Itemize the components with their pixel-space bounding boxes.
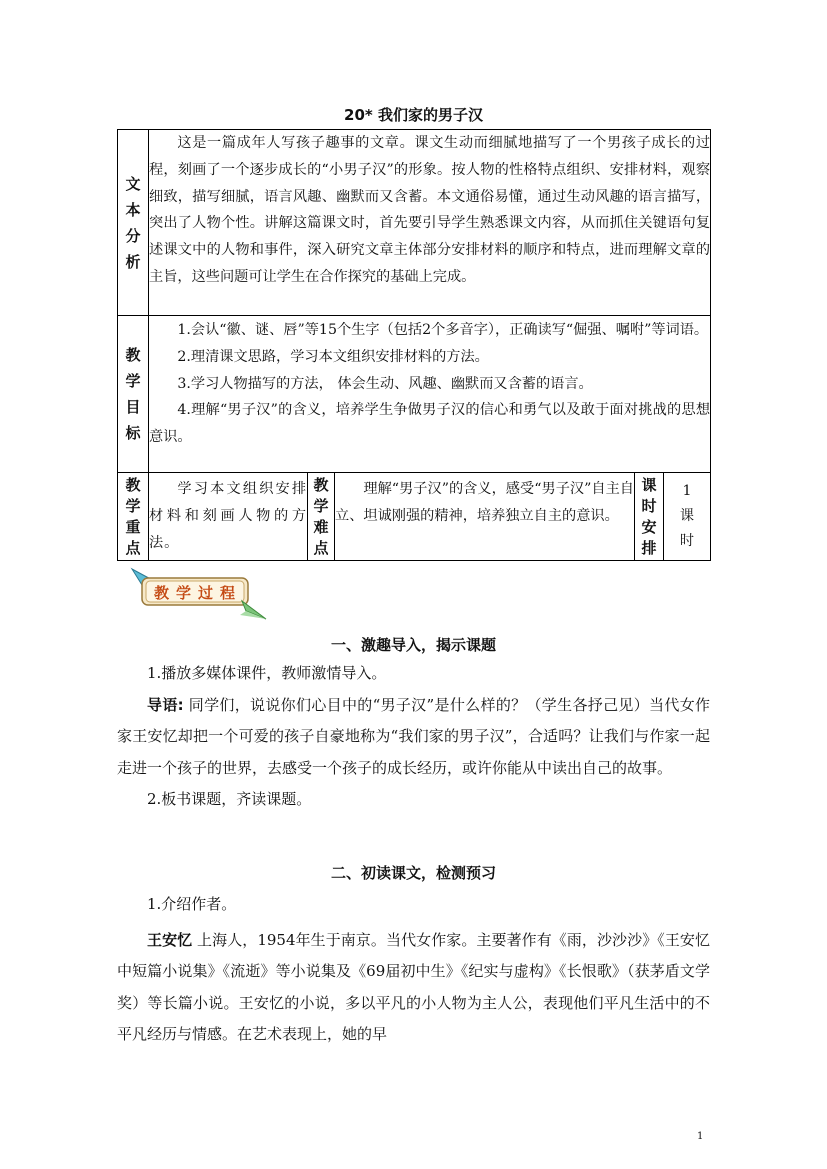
badge-char: 程: [220, 584, 236, 602]
goals-list: [149, 316, 711, 473]
key-points-label: 教 学 重 点: [118, 473, 149, 561]
goal-item: 3.学习人物描写的方法， 体会生动、风趣、幽默而又含蓄的语言。: [177, 375, 593, 392]
page-title: 20* 我们家的男子汉: [344, 106, 483, 124]
analysis-text: 这是一篇成年人写孩子趣事的文章。课文生动而细腻地描写了一个男孩子成长的过程，刻画了一个逐步成长的“小男子汉”的形象。按人物的性格特点组织、安排材料，观察细致，描写细腻，语言风趣、幽默而又含蓄。本文通俗易懂，通过生动风趣的语言描写，突出了人物个性。讲解这篇课文时，首先要引导学生熟悉课文内容，从而抓住关键语句复述课文中的人物和事件，深入研究文章主体部分安排材料的顺序和特点，进而理解文章的主旨，这些问题可让学生在合作探究的基础上完成。: [149, 130, 711, 316]
step-item: 2.板书课题，齐读课题。: [147, 790, 312, 808]
section-1-heading: 一、激趣导入，揭示课题: [330, 636, 496, 654]
badge-char: 学: [176, 584, 192, 602]
teaching-process-badge: [128, 563, 268, 623]
hours-value: 1 课 时: [664, 473, 711, 561]
goal-item: 1.会认“徽、谜、唇”等15个生字（包括2个多音字），正确读写“倔强、嘱咐”等词语。: [177, 322, 709, 338]
analysis-label: 文 本 分 析: [118, 130, 149, 316]
page-number: 1: [697, 1131, 704, 1142]
section-2-heading: 二、初读课文，检测预习: [330, 864, 496, 882]
hours-label: 课 时 安 排: [635, 473, 664, 561]
badge-char: 教: [154, 584, 170, 602]
badge-char: 过: [198, 584, 214, 602]
difficulty-text: 理解“男子汉”的含义，感受“男子汉”自主自立、坦诚刚强的精神，培养独立自主的意识。: [335, 473, 635, 561]
step-item: 1.播放多媒体课件，教师激情导入。: [147, 664, 387, 682]
goal-item: 2.理清课文思路，学习本文组织安排材料的方法。: [177, 348, 489, 365]
step-item: 1.介绍作者。: [147, 895, 237, 913]
key-points-text: 学习本文组织安排材料和刻画人物的方法。: [149, 473, 308, 561]
section-2-body: [117, 889, 710, 1051]
lesson-info-table: [117, 129, 711, 561]
goal-item: 4.理解“男子汉”的含义，培养学生争做男子汉的信心和勇气以及敢于面对挑战的思想意识。: [149, 402, 711, 446]
goals-label: 教 学 目 标: [118, 316, 149, 473]
author-paragraph: 王安忆 上海人，1954年生于南京。当代女作家。主要著作有《雨，沙沙沙》《王安忆中短篇小说集》《流逝》等小说集及《69届初中生》《纪实与虚构》《长恨歌》（获茅盾文学奖）等长篇小说。王安忆的小说，多以平凡的小人物为主人公，表现他们平凡生活中的不平凡经历与情感。在艺术表现上，她的早: [117, 930, 710, 1043]
section-1-body: [117, 658, 710, 816]
intro-paragraph: 导语: 同学们，说说你们心目中的“男子汉”是什么样的？（学生各抒己见）当代女作家王安忆却把一个可爱的孩子自豪地称为“我们家的男子汉”，合适吗？让我们与作家一起走进一个孩子的世界，去感受一个孩子的成长经历，或许你能从中读出自己的故事。: [117, 695, 711, 777]
difficulty-label: 教 学 难 点: [308, 473, 335, 561]
